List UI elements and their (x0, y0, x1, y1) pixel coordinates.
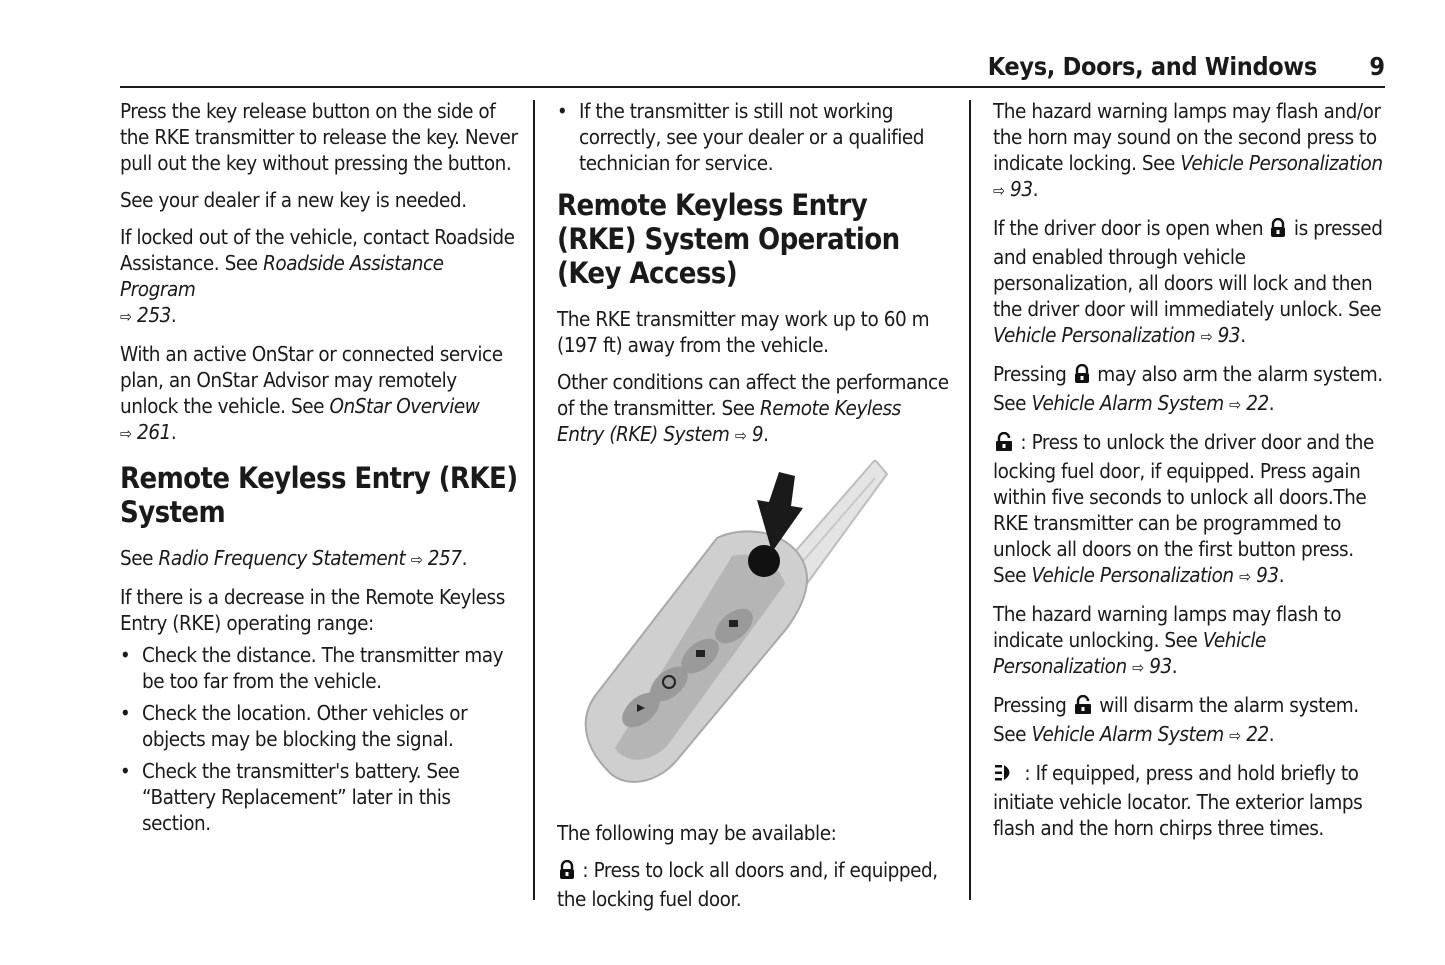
list-item: • Check the transmitter's battery. See “Battery Replacement” later in this section. (120, 759, 460, 835)
paragraph-key-release: Press the key release button on the side of the RKE transmitter to release the key. Never pull out the key without pressing the button. (120, 99, 518, 175)
paragraph-driver-door-open: If the driver door is open when is pressed and enabled through vehicle personalization, all doors will lock and then the driver door will immediately unlock. See Vehicle Personalization ⇨ 93. (993, 216, 1383, 347)
link-onstar-overview[interactable]: OnStar Overview (329, 394, 480, 418)
list-item: • Check the location. Other vehicles or objects may be blocking the signal. (120, 701, 468, 751)
lock-icon (1270, 218, 1286, 244)
page-ref-arrow-icon: ⇨ (410, 550, 423, 569)
paragraph-disarm-alarm: Pressing will disarm the alarm system. See Vehicle Alarm System ⇨ 22. (993, 693, 1359, 746)
paragraph-radio-frequency: See Radio Frequency Statement ⇨ 257. (120, 546, 467, 570)
link-vehicle-personalization[interactable]: Vehicle Personalization (1180, 151, 1383, 175)
page-ref[interactable]: 257 (427, 546, 462, 570)
paragraph-unlock-button: : Press to unlock the driver door and the locking fuel door, if equipped. Press again within five seconds to unlock all doors.The RKE transmitter can be programmed to unlock all doors on the first button press. See Vehicle Personalization ⇨ 93. (993, 430, 1374, 587)
lock-icon (559, 860, 575, 886)
paragraph-range: The RKE transmitter may work up to 60 m (197 ft) away from the vehicle. (557, 307, 930, 357)
unlock-icon (1074, 695, 1092, 721)
page-ref[interactable]: 253 (137, 303, 171, 327)
bullet-icon: • (120, 643, 131, 667)
page-ref-arrow-icon: ⇨ (120, 424, 132, 443)
heading-rke-system: Remote Keyless Entry (RKE) System (120, 461, 518, 529)
list-item: • Check the distance. The transmitter may be too far from the vehicle. (120, 643, 504, 693)
page-ref-arrow-icon: ⇨ (1239, 567, 1251, 586)
paragraph-new-key: See your dealer if a new key is needed. (120, 188, 467, 212)
column-2 (557, 98, 949, 923)
key-fob-image (557, 460, 949, 790)
rke-transmitter-illustration (557, 460, 949, 820)
paragraph-vehicle-locator: : If equipped, press and hold briefly to initiate vehicle locator. The exterior lamps flash and the horn chirps three times. (993, 761, 1363, 840)
paragraph-arm-alarm: Pressing may also arm the alarm system. See Vehicle Alarm System ⇨ 22. (993, 362, 1383, 415)
page-ref-arrow-icon: ⇨ (1200, 327, 1213, 346)
lock-icon (1074, 364, 1090, 390)
bullet-icon: • (557, 99, 568, 123)
paragraph-locked-out: If locked out of the vehicle, contact Roadside Assistance. See Roadside Assistance Program ⇨ 253. (120, 225, 515, 327)
paragraph-available: The following may be available: (557, 821, 837, 845)
page-ref[interactable]: 22 (1246, 722, 1269, 746)
bullet-list-service (557, 98, 949, 176)
page-ref-arrow-icon: ⇨ (734, 426, 747, 445)
paragraph-hazard-unlock: The hazard warning lamps may flash to indicate unlocking. See Vehicle Personalization ⇨ 93. (993, 602, 1342, 678)
page-ref-arrow-icon: ⇨ (120, 307, 132, 326)
link-vehicle-personalization[interactable]: Vehicle Personalization (993, 323, 1196, 347)
page-ref-arrow-icon: ⇨ (1132, 658, 1144, 677)
header-rule (120, 86, 1385, 88)
bullet-icon: • (120, 701, 131, 725)
link-vehicle-alarm-system[interactable]: Vehicle Alarm System (1031, 391, 1224, 415)
page-ref[interactable]: 93 (1149, 654, 1172, 678)
page-ref[interactable]: 22 (1246, 391, 1269, 415)
page-ref-arrow-icon: ⇨ (1229, 726, 1241, 745)
paragraph-hazard-lock: The hazard warning lamps may flash and/or the horn may sound on the second press to indicate locking. See Vehicle Personalization ⇨ 93. (993, 99, 1383, 201)
page-ref[interactable]: 93 (1217, 323, 1241, 347)
column-1 (120, 98, 520, 842)
page-ref[interactable]: 93 (1010, 177, 1033, 201)
link-vehicle-alarm-system[interactable]: Vehicle Alarm System (1031, 722, 1224, 746)
paragraph-lock-button: : Press to lock all doors and, if equipped, the locking fuel door. (557, 858, 938, 911)
link-vehicle-personalization[interactable]: Vehicle Personalization (993, 628, 1266, 678)
list-item: • If the transmitter is still not working correctly, see your dealer or a qualified technician for service. (557, 99, 925, 175)
bullet-icon: • (120, 759, 131, 783)
page-ref[interactable]: 93 (1256, 563, 1279, 587)
unlock-icon (995, 432, 1013, 458)
vehicle-locator-icon (995, 763, 1017, 789)
column-divider-1 (533, 100, 535, 900)
column-3 (993, 98, 1385, 852)
paragraph-onstar: With an active OnStar or connected service plan, an OnStar Advisor may remotely unlock the vehicle. See OnStar Overview ⇨ 261. (120, 342, 503, 444)
page-ref[interactable]: 9 (751, 422, 764, 446)
link-roadside-assistance[interactable]: Roadside Assistance Program (120, 251, 444, 301)
page-ref-arrow-icon: ⇨ (1229, 395, 1241, 414)
page-ref-arrow-icon: ⇨ (993, 181, 1005, 200)
bullet-list-range (120, 642, 520, 836)
heading-rke-operation: Remote Keyless Entry (RKE) System Operation (Key Access) (557, 188, 900, 290)
paragraph-conditions: Other conditions can affect the performance of the transmitter. See Remote Keyless Entry (RKE) System ⇨ 9. (557, 370, 949, 446)
link-vehicle-personalization[interactable]: Vehicle Personalization (1031, 563, 1234, 587)
page-ref[interactable]: 261 (137, 420, 171, 444)
link-radio-frequency[interactable]: Radio Frequency Statement (158, 546, 406, 570)
paragraph-range-decrease: If there is a decrease in the Remote Keyless Entry (RKE) operating range: (120, 585, 505, 635)
page-number: 9 (1369, 52, 1385, 81)
column-divider-2 (969, 100, 971, 900)
link-rke-system[interactable]: Remote Keyless Entry (RKE) System (557, 396, 901, 446)
section-title: Keys, Doors, and Windows (987, 52, 1317, 81)
